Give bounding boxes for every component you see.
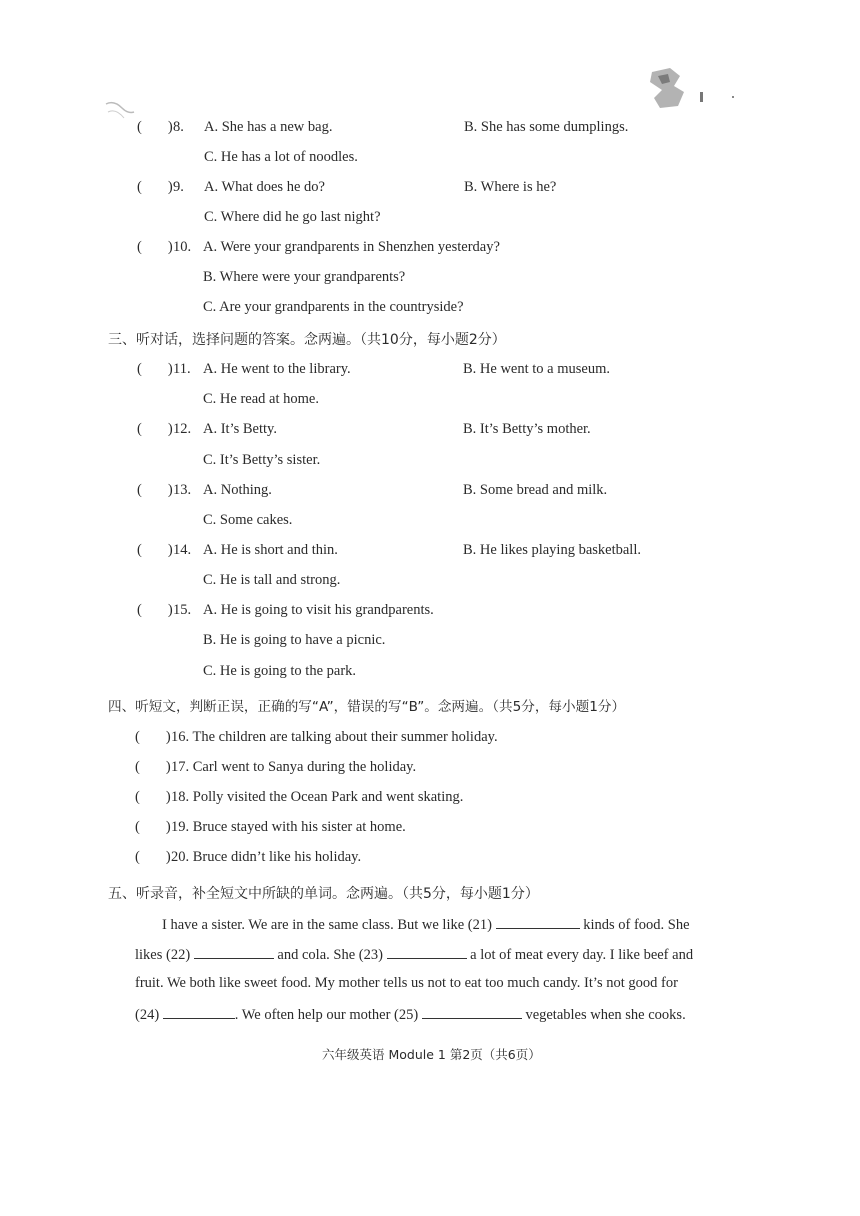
passage-line-2 xyxy=(135,944,693,964)
q8-line-1 xyxy=(137,118,184,136)
question-number: 9. xyxy=(173,179,184,195)
q16-item xyxy=(135,728,498,746)
passage-text: a lot of meat every day. I like beef and xyxy=(470,947,694,963)
q18-item xyxy=(135,788,463,806)
q11-option-a: A. He went to the library. xyxy=(203,361,351,377)
q14-option-c: C. He is tall and strong. xyxy=(203,572,341,588)
q11-number-line xyxy=(137,360,191,378)
q15-number-line xyxy=(137,601,191,619)
answer-paren[interactable]: ( ) xyxy=(137,482,173,498)
passage-text: and cola. She (23) xyxy=(277,947,383,963)
blank-25[interactable] xyxy=(422,1004,522,1019)
q14-option-a: A. He is short and thin. xyxy=(203,542,338,558)
q9-line-1 xyxy=(137,178,184,196)
q9-option-c: C. Where did he go last night? xyxy=(204,209,381,225)
q12-option-c: C. It’s Betty’s sister. xyxy=(203,452,321,468)
section-3-heading: 三、听对话，选择问题的答案。念两遍。（共10分，每小题2分） xyxy=(108,332,506,348)
question-number: 18. xyxy=(171,789,190,805)
q10-option-b: B. Where were your grandparents? xyxy=(203,269,406,285)
q10-option-a: A. Were your grandparents in Shenzhen yesterday? xyxy=(203,239,500,255)
statement-text: The children are talking about their summer holiday. xyxy=(192,729,498,745)
passage-line-4 xyxy=(135,1004,686,1024)
answer-paren[interactable]: ( ) xyxy=(137,239,173,255)
q14-number-line xyxy=(137,541,191,559)
q13-option-a: A. Nothing. xyxy=(203,482,272,498)
passage-text: I have a sister. We are in the same class. But we like (21) xyxy=(162,917,492,933)
q20-item xyxy=(135,848,361,866)
q19-item xyxy=(135,818,406,836)
question-number: 13. xyxy=(173,482,192,498)
answer-paren[interactable]: ( ) xyxy=(135,849,171,865)
passage-text: (24) xyxy=(135,1007,160,1023)
passage-text: vegetables when she cooks. xyxy=(525,1007,686,1023)
q13-option-c: C. Some cakes. xyxy=(203,512,293,528)
q12-number-line xyxy=(137,420,191,438)
q15-option-c: C. He is going to the park. xyxy=(203,663,357,679)
q14-option-b: B. He likes playing basketball. xyxy=(463,542,641,558)
q15-option-a: A. He is going to visit his grandparents. xyxy=(203,602,434,618)
answer-paren[interactable]: ( ) xyxy=(137,179,173,195)
q8-option-a: A. She has a new bag. xyxy=(204,119,333,135)
question-number: 16. xyxy=(171,729,190,745)
question-number: 14. xyxy=(173,542,192,558)
answer-paren[interactable]: ( ) xyxy=(137,119,173,135)
question-number: 17. xyxy=(171,759,190,775)
question-number: 8. xyxy=(173,119,184,135)
blank-23[interactable] xyxy=(387,944,467,959)
scan-smudge-top-right xyxy=(640,62,750,112)
passage-line-3: fruit. We both like sweet food. My mother tells us not to eat too much candy. It’s not good for xyxy=(135,975,678,991)
question-number: 11. xyxy=(173,361,191,377)
q12-option-b: B. It’s Betty’s mother. xyxy=(463,421,591,437)
q12-option-a: A. It’s Betty. xyxy=(203,421,277,437)
answer-paren[interactable]: ( ) xyxy=(135,759,171,775)
q11-option-c: C. He read at home. xyxy=(203,391,319,407)
answer-paren[interactable]: ( ) xyxy=(135,819,171,835)
question-number: 10. xyxy=(173,239,192,255)
answer-paren[interactable]: ( ) xyxy=(135,729,171,745)
answer-paren[interactable]: ( ) xyxy=(137,602,173,618)
passage-line-1 xyxy=(162,914,690,934)
q17-item xyxy=(135,758,416,776)
q13-option-b: B. Some bread and milk. xyxy=(463,482,608,498)
passage-text: kinds of food. She xyxy=(583,917,690,933)
answer-paren[interactable]: ( ) xyxy=(137,421,173,437)
answer-paren[interactable]: ( ) xyxy=(137,542,173,558)
passage-text: . We often help our mother (25) xyxy=(234,1007,419,1023)
q9-option-b: B. Where is he? xyxy=(464,179,557,195)
blank-24[interactable] xyxy=(163,1004,235,1019)
answer-paren[interactable]: ( ) xyxy=(135,789,171,805)
page-footer: 六年级英语 Module 1 第2页（共6页） xyxy=(322,1047,541,1062)
q15-option-b: B. He is going to have a picnic. xyxy=(203,632,386,648)
q9-option-a: A. What does he do? xyxy=(204,179,325,195)
q10-line-1 xyxy=(137,238,191,256)
statement-text: Polly visited the Ocean Park and went skating. xyxy=(192,789,464,805)
statement-text: Bruce stayed with his sister at home. xyxy=(192,819,406,835)
question-number: 19. xyxy=(171,819,190,835)
q8-option-b: B. She has some dumplings. xyxy=(464,119,629,135)
section-4-heading: 四、听短文，判断正误，正确的写“A”，错误的写“B”。念两遍。（共5分，每小题1分） xyxy=(108,699,626,715)
question-number: 12. xyxy=(173,421,192,437)
statement-text: Carl went to Sanya during the holiday. xyxy=(192,759,417,775)
question-number: 20. xyxy=(171,849,190,865)
section-5-heading: 五、听录音，补全短文中所缺的单词。念两遍。（共5分，每小题1分） xyxy=(108,886,539,902)
q13-number-line xyxy=(137,481,191,499)
blank-22[interactable] xyxy=(194,944,274,959)
passage-text: likes (22) xyxy=(135,947,191,963)
blank-21[interactable] xyxy=(496,914,580,929)
answer-paren[interactable]: ( ) xyxy=(137,361,173,377)
q11-option-b: B. He went to a museum. xyxy=(463,361,610,377)
statement-text: Bruce didn’t like his holiday. xyxy=(192,849,362,865)
q8-option-c: C. He has a lot of noodles. xyxy=(204,149,358,165)
question-number: 15. xyxy=(173,602,192,618)
q10-option-c: C. Are your grandparents in the countryside? xyxy=(203,299,464,315)
